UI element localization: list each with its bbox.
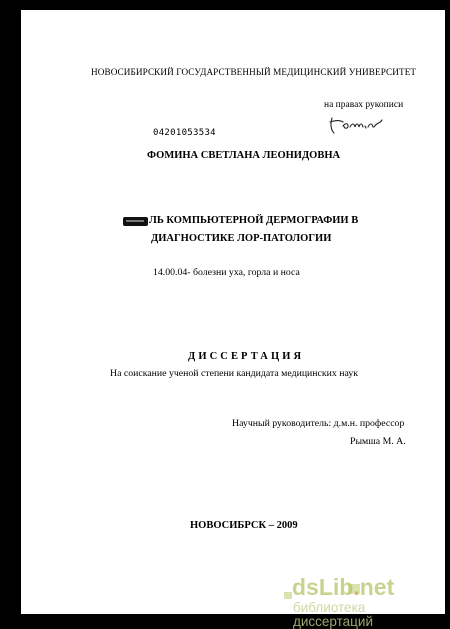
specialty-code: 14.00.04- болезни уха, горла и носа [153, 267, 300, 278]
manuscript-rights-note: на правах рукописи [324, 100, 404, 110]
watermark-logo [292, 576, 394, 599]
watermark-logo-main: dsLib [292, 574, 354, 600]
watermark-logo-tld: net [359, 574, 395, 600]
handwritten-signature [328, 114, 384, 136]
ink-smudge [123, 217, 148, 226]
degree-statement: На соискание ученой степени кандидата медицинских наук [110, 368, 358, 379]
title-line-1-text: ЛЬ КОМПЬЮТЕРНОЙ ДЕРМОГРАФИИ В [149, 215, 359, 226]
supervisor-label: Научный руководитель: д.м.н. профессор [232, 418, 405, 429]
watermark-caption: библиотека диссертаций [293, 600, 373, 629]
watermark-block [284, 592, 292, 599]
watermark-logo-dot: . [353, 574, 360, 600]
dissertation-title-line-1 [123, 216, 358, 227]
dslib-watermark [292, 572, 448, 629]
supervisor-name: Рымша М. А. [350, 436, 406, 447]
city-year: НОВОСИБРСК – 2009 [190, 520, 298, 531]
dissertation-title-line-2: ДИАГНОСТИКЕ ЛОР-ПАТОЛОГИИ [151, 233, 332, 244]
university-name: НОВОСИБИРСКИЙ ГОСУДАРСТВЕННЫЙ МЕДИЦИНСКИЙ УНИВЕРСИТЕТ [91, 67, 417, 77]
author-name: ФОМИНА СВЕТЛАНА ЛЕОНИДОВНА [147, 150, 341, 161]
registration-number: 04201053534 [153, 128, 216, 138]
document-type: ДИССЕРТАЦИЯ [188, 351, 305, 362]
